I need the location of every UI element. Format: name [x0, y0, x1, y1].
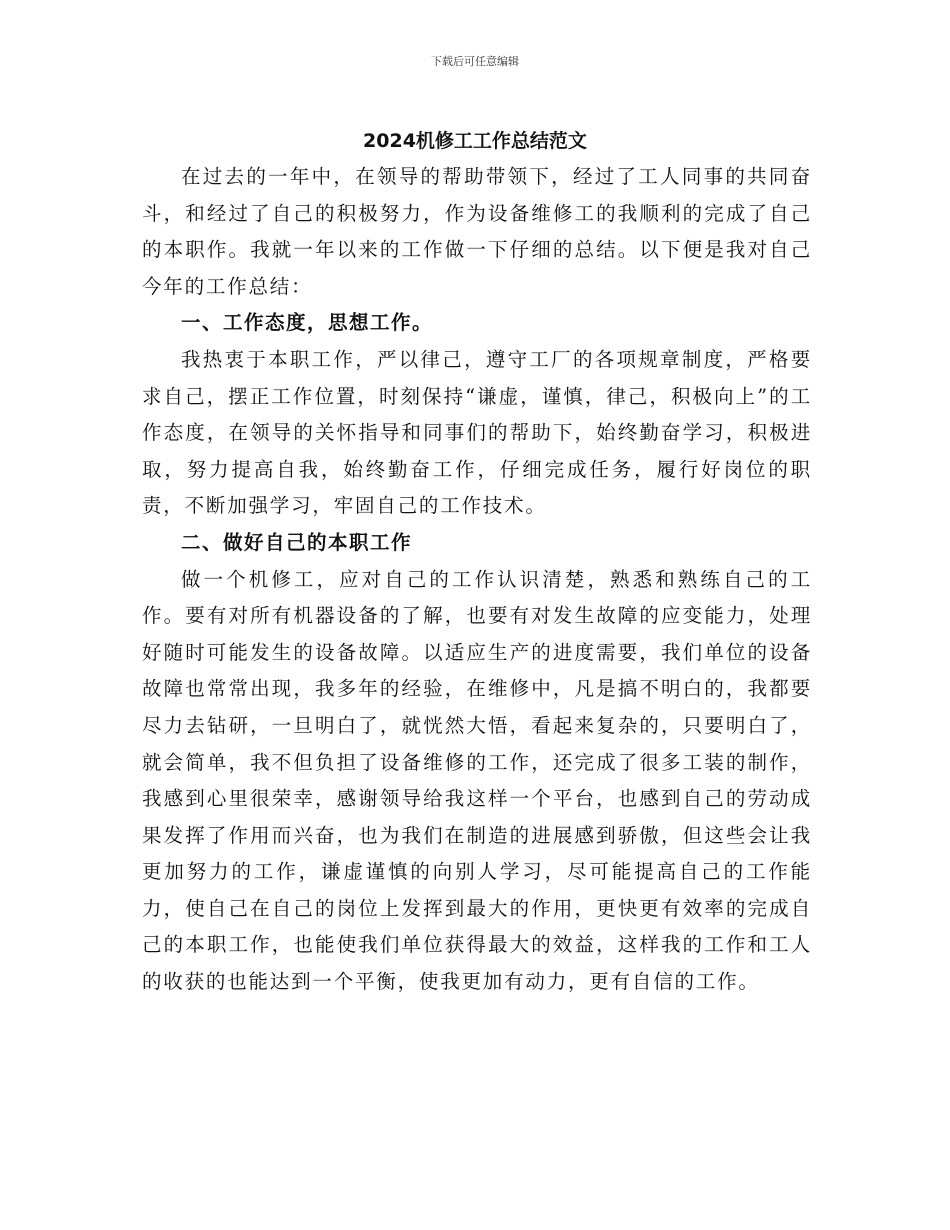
- section-1-heading: 一、工作态度，思想工作。: [181, 311, 434, 335]
- document-body: [142, 159, 812, 1001]
- section-2-heading: 二、做好自己的本职工作: [181, 530, 413, 554]
- intro-paragraph: 在过去的一年中，在领导的帮助带领下，经过了工人同事的共同奋斗，和经过了自己的积极努力，作为设备维修工的我顺利的完成了自己的本职作。我就一年以来的工作做一下仔细的总结。以下便是我对自己今年的工作总结：: [142, 165, 812, 298]
- header-note: 下载后可任意编辑: [431, 55, 519, 68]
- document-title: 2024机修工工作总结范文: [363, 130, 587, 152]
- section-1-paragraph: 我热衷于本职工作，严以律己，遵守工厂的各项规章制度，严格要求自己，摆正工作位置，时刻保持“谦虚，谨慎，律己，积极向上”的工作态度，在领导的关怀指导和同事们的帮助下，始终勤奋学习，积极进取，努力提高自我，始终勤奋工作，仔细完成任务，履行好岗位的职责，不断加强学习，牢固自己的工作技术。: [142, 347, 812, 518]
- section-2-paragraph: 做一个机修工，应对自己的工作认识清楚，熟悉和熟练自己的工作。要有对所有机器设备的了解，也要有对发生故障的应变能力，处理好随时可能发生的设备故障。以适应生产的进度需要，我们单位的设备故障也常常出现，我多年的经验，在维修中，凡是搞不明白的，我都要尽力去钻研，一旦明白了，就恍然大悟，看起来复杂的，只要明白了，就会简单，我不但负担了设备维修的工作，还完成了很多工装的制作，我感到心里很荣幸，感谢领导给我这样一个平台，也感到自己的劳动成果发挥了作用而兴奋，也为我们在制造的进展感到骄傲，但这些会让我更加努力的工作，谦虚谨慎的向别人学习，尽可能提高自己的工作能力，使自己在自己的岗位上发挥到最大的作用，更快更有效率的完成自己的本职工作，也能使我们单位获得最大的效益，这样我的工作和工人的收获的也能达到一个平衡，使我更加有动力，更有自信的工作。: [142, 567, 812, 994]
